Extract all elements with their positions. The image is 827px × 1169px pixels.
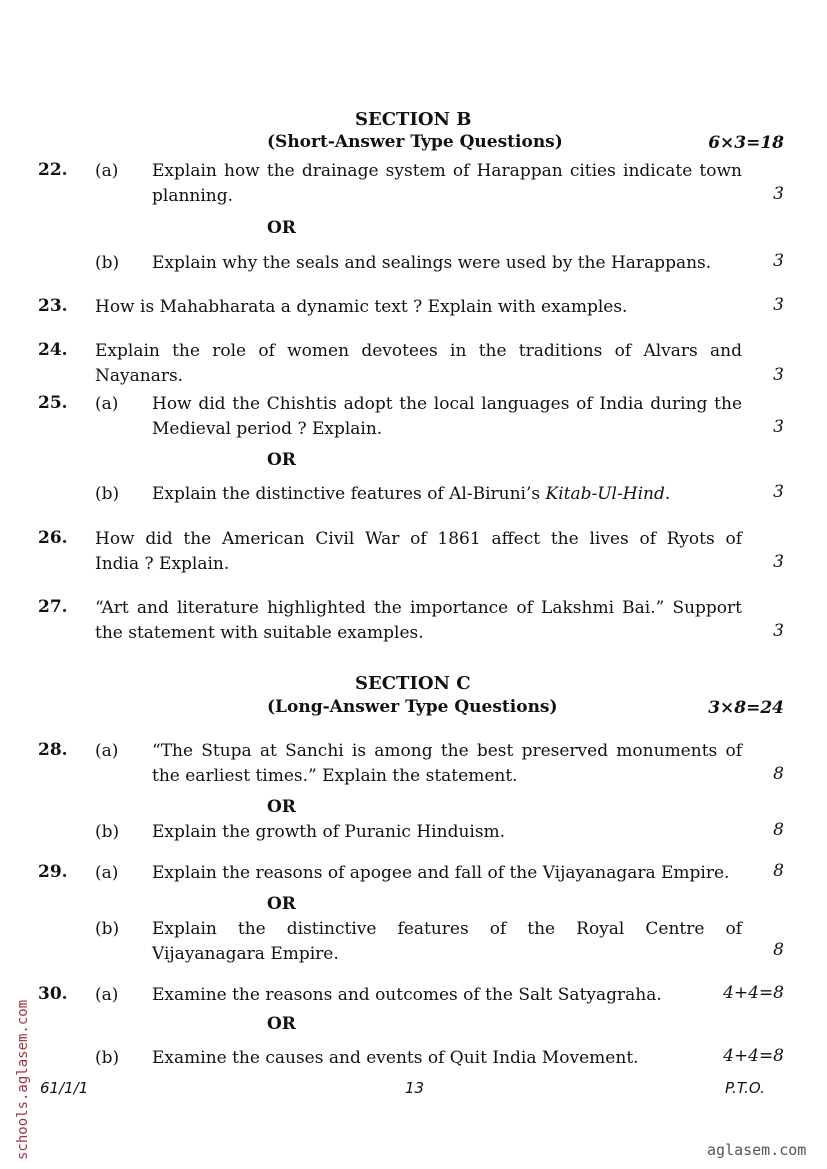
question-number-28: 28. bbox=[38, 740, 68, 760]
q29-part-b-label: (b) bbox=[95, 919, 120, 939]
q28-part-b-label: (b) bbox=[95, 822, 120, 842]
q28-b-marks: 8 bbox=[773, 820, 784, 840]
page-number: 13 bbox=[405, 1079, 425, 1097]
q29-part-a-label: (a) bbox=[95, 863, 119, 883]
q30-a-marks: 4+4=8 bbox=[723, 983, 784, 1003]
question-number-23: 23. bbox=[38, 296, 68, 316]
q29-b-line2: Vijayanagara Empire. bbox=[152, 944, 339, 964]
q29-part-a-text: Explain the reasons of apogee and fall of the Vijayanagara Empire. bbox=[152, 863, 730, 883]
q26-marks: 3 bbox=[773, 552, 784, 572]
side-watermark: schools.aglasem.com bbox=[15, 999, 31, 1160]
section-b-title: SECTION B bbox=[355, 109, 472, 130]
q28-part-b-text: Explain the growth of Puranic Hinduism. bbox=[152, 822, 506, 842]
q30-or: OR bbox=[267, 1014, 296, 1034]
section-b-marks: 6×3=18 bbox=[708, 133, 784, 153]
q25-part-b-text bbox=[152, 482, 670, 507]
section-b-subtitle: (Short-Answer Type Questions) bbox=[267, 132, 563, 152]
q25-part-b-label: (b) bbox=[95, 484, 120, 504]
q25-b-text-post: . bbox=[664, 484, 671, 504]
question-number-26: 26. bbox=[38, 528, 68, 548]
q30-part-b-label: (b) bbox=[95, 1048, 120, 1068]
q30-part-b-text: Examine the causes and events of Quit India Movement. bbox=[152, 1048, 639, 1068]
q23-marks: 3 bbox=[773, 295, 784, 315]
q27-line1: “Art and literature highlighted the importance of Lakshmi Bai.” Support bbox=[95, 598, 742, 618]
q25-or: OR bbox=[267, 450, 296, 470]
bottom-watermark: aglasem.com bbox=[707, 1141, 807, 1159]
q29-b-marks: 8 bbox=[773, 940, 784, 960]
q25-b-book-title: Kitab-Ul-Hind bbox=[545, 484, 665, 504]
q22-a-marks: 3 bbox=[773, 184, 784, 204]
q26-line2: India ? Explain. bbox=[95, 554, 230, 574]
q22-a-line1: Explain how the drainage system of Harappan cities indicate town bbox=[152, 161, 742, 181]
q22-part-a-text bbox=[152, 159, 742, 209]
q24-text bbox=[95, 339, 742, 389]
q25-part-a-text bbox=[152, 392, 742, 442]
q24-line1: Explain the role of women devotees in the traditions of Alvars and bbox=[95, 341, 742, 361]
paper-code: 61/1/1 bbox=[40, 1079, 89, 1097]
q29-or: OR bbox=[267, 894, 296, 914]
q22-b-marks: 3 bbox=[773, 251, 784, 271]
q28-a-marks: 8 bbox=[773, 764, 784, 784]
question-number-22: 22. bbox=[38, 160, 68, 180]
q24-marks: 3 bbox=[773, 365, 784, 385]
pto-label: P.T.O. bbox=[725, 1079, 765, 1097]
q22-part-b-label: (b) bbox=[95, 253, 120, 273]
q26-text bbox=[95, 527, 742, 577]
question-number-24: 24. bbox=[38, 340, 68, 360]
q25-b-text-pre: Explain the distinctive features of Al-Biruni’s bbox=[152, 484, 546, 504]
q25-a-line2: Medieval period ? Explain. bbox=[152, 419, 383, 439]
q25-b-marks: 3 bbox=[773, 482, 784, 502]
q26-line1: How did the American Civil War of 1861 affect the lives of Ryots of bbox=[95, 529, 742, 549]
q28-part-a-text bbox=[152, 739, 742, 789]
q22-part-b-text: Explain why the seals and sealings were used by the Harappans. bbox=[152, 253, 712, 273]
q25-a-marks: 3 bbox=[773, 417, 784, 437]
q30-b-marks: 4+4=8 bbox=[723, 1046, 784, 1066]
q28-or: OR bbox=[267, 797, 296, 817]
question-number-25: 25. bbox=[38, 393, 68, 413]
section-c-title: SECTION C bbox=[355, 673, 471, 694]
question-number-29: 29. bbox=[38, 862, 68, 882]
q24-line2: Nayanars. bbox=[95, 366, 184, 386]
q27-line2: the statement with suitable examples. bbox=[95, 623, 424, 643]
question-number-27: 27. bbox=[38, 597, 68, 617]
q28-part-a-label: (a) bbox=[95, 741, 119, 761]
q23-text: How is Mahabharata a dynamic text ? Explain with examples. bbox=[95, 297, 628, 317]
q29-part-b-text bbox=[152, 917, 742, 967]
q27-marks: 3 bbox=[773, 621, 784, 641]
section-c-subtitle: (Long-Answer Type Questions) bbox=[267, 697, 558, 717]
q28-a-line1: “The Stupa at Sanchi is among the best preserved monuments of bbox=[152, 741, 742, 761]
question-number-30: 30. bbox=[38, 984, 68, 1004]
q27-text bbox=[95, 596, 742, 646]
q22-or: OR bbox=[267, 218, 296, 238]
q25-part-a-label: (a) bbox=[95, 394, 119, 414]
q29-b-line1: Explain the distinctive features of the Royal Centre of bbox=[152, 919, 742, 939]
q22-a-line2: planning. bbox=[152, 186, 234, 206]
q22-part-a-label: (a) bbox=[95, 161, 119, 181]
q25-a-line1: How did the Chishtis adopt the local languages of India during the bbox=[152, 394, 742, 414]
section-c-marks: 3×8=24 bbox=[708, 698, 784, 718]
q29-a-marks: 8 bbox=[773, 861, 784, 881]
q30-part-a-label: (a) bbox=[95, 985, 119, 1005]
q30-part-a-text: Examine the reasons and outcomes of the Salt Satyagraha. bbox=[152, 985, 662, 1005]
q28-a-line2: the earliest times.” Explain the statement. bbox=[152, 766, 518, 786]
